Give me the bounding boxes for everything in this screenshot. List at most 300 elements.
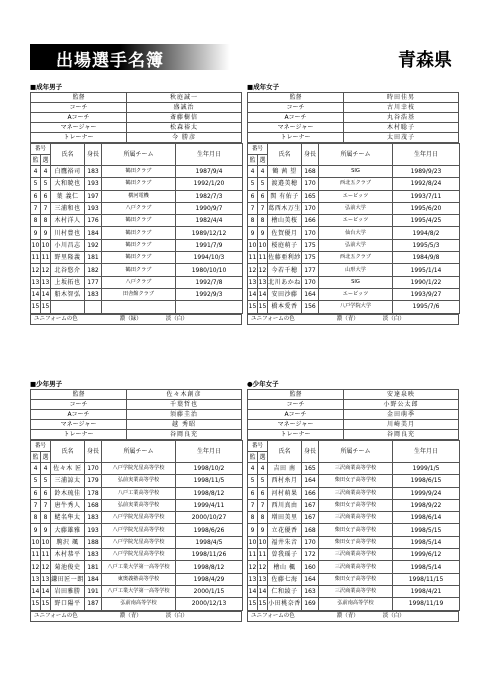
header-number: 番号 <box>31 144 51 155</box>
player-birth: 1998/9/22 <box>393 499 460 511</box>
player-birth: 1998/8/12 <box>176 561 243 573</box>
player-number-b: 14 <box>41 585 51 597</box>
player-number-a: 4 <box>31 166 41 178</box>
page-title: 出場選手名簿 <box>56 51 164 71</box>
player-number-b: 13 <box>41 276 51 288</box>
player-number-b: 10 <box>258 536 268 548</box>
player-number-b: 15 <box>258 598 268 610</box>
player-row <box>31 239 243 251</box>
staff-name: 時田佳男 <box>344 93 459 103</box>
header-n2: 選 <box>42 156 49 164</box>
player-name: 福井朱音 <box>268 536 302 548</box>
staff-row <box>248 133 459 143</box>
player-row <box>31 264 243 276</box>
player-birth: 1995/7/6 <box>393 301 460 313</box>
player-row <box>248 166 460 178</box>
player-name: 三浦諒太 <box>51 475 85 487</box>
player-row <box>31 475 243 487</box>
staff-row <box>31 123 242 133</box>
player-row <box>248 598 460 610</box>
staff-name: 秋庭誠一 <box>127 93 242 103</box>
player-height: 166 <box>302 215 319 227</box>
player-height: 176 <box>85 215 102 227</box>
player-team: 八戸工業高等学校 <box>102 487 176 499</box>
staff-row <box>31 400 242 410</box>
player-row <box>248 475 460 487</box>
player-number-a: 10 <box>248 239 258 251</box>
staff-role: Aコーチ <box>31 410 127 420</box>
player-height: 170 <box>302 276 319 288</box>
player-name: 木村恭平 <box>51 549 85 561</box>
header-name: 氏名 <box>268 144 302 166</box>
player-birth: 1999/9/24 <box>393 487 460 499</box>
player-number-b: 4 <box>258 463 268 475</box>
uniform-row <box>248 611 459 621</box>
player-team: 三沢商業高等学校 <box>319 463 393 475</box>
header-height: 身長 <box>85 144 102 166</box>
staff-role: Aコーチ <box>31 113 127 123</box>
player-height <box>85 301 102 313</box>
player-number-a: 14 <box>31 288 41 300</box>
player-height: 170 <box>302 202 319 214</box>
player-number-b: 5 <box>258 475 268 487</box>
staff-role: トレーナー <box>248 133 344 143</box>
bullet-icon <box>34 48 52 66</box>
player-birth: 1995/5/3 <box>393 239 460 251</box>
section-label: ●少年女子 <box>247 380 279 388</box>
player-number-a: 10 <box>248 536 258 548</box>
staff-role: コーチ <box>31 400 127 410</box>
player-number-b: 13 <box>258 276 268 288</box>
player-name: 河村萌果 <box>268 487 302 499</box>
player-name: 吉田 南 <box>268 463 302 475</box>
player-name: 上坂拓也 <box>51 276 85 288</box>
player-birth: 1987/9/4 <box>176 166 243 178</box>
staff-name: 斎藤樹信 <box>127 113 242 123</box>
player-name: 佐藤亜利紗 <box>268 252 302 264</box>
players-table <box>30 440 243 611</box>
player-name: 川村豊也 <box>51 227 85 239</box>
player-number-b: 9 <box>258 524 268 536</box>
player-name: 鎌田匠一朗 <box>51 573 85 585</box>
player-name: 小川昌志 <box>51 239 85 251</box>
uniform-table <box>30 611 242 622</box>
player-team: 八戸学院光星高等学校 <box>102 512 176 524</box>
player-birth: 2000/12/13 <box>176 598 243 610</box>
player-number-a: 15 <box>248 301 258 313</box>
player-team: 東奥義塾高等学校 <box>102 573 176 585</box>
player-birth: 1998/5/15 <box>393 524 460 536</box>
player-name: 船木智弘 <box>51 288 85 300</box>
player-number-b: 9 <box>41 227 51 239</box>
player-height: 191 <box>85 585 102 597</box>
player-name: 野口陽平 <box>51 598 85 610</box>
header-number: 番号 <box>248 441 268 452</box>
player-name: 橋本愛香 <box>268 301 302 313</box>
staff-name: 太田茂子 <box>344 133 459 143</box>
staff-name: 丸谷浩基 <box>344 113 459 123</box>
player-number-a: 7 <box>248 499 258 511</box>
player-height: 175 <box>302 252 319 264</box>
player-row <box>31 573 243 585</box>
player-team: 八戸クラブ <box>102 202 176 214</box>
staff-row <box>31 420 242 430</box>
header-team: 所属チーム <box>319 144 393 166</box>
player-birth: 1995/6/20 <box>393 202 460 214</box>
uniform-label: ユニフォームの色 <box>34 315 78 322</box>
player-row <box>248 239 460 251</box>
player-number-b: 15 <box>41 598 51 610</box>
uniform-row <box>31 314 242 324</box>
uniform-dark: 濃（青） <box>336 315 359 322</box>
player-height: 181 <box>85 561 102 573</box>
player-birth: 1999/6/12 <box>393 549 460 561</box>
player-team: 柴田女子高等学校 <box>319 573 393 585</box>
uniform-row <box>248 314 459 324</box>
player-row <box>31 499 243 511</box>
player-number-a: 14 <box>31 585 41 597</box>
roster-section <box>30 83 242 325</box>
player-height: 193 <box>85 202 102 214</box>
player-team: 弘前南高等学校 <box>102 598 176 610</box>
player-row <box>31 178 243 190</box>
uniform-light: 淡（白） <box>382 612 405 619</box>
player-number-a: 10 <box>31 239 41 251</box>
player-number-a: 8 <box>31 215 41 227</box>
player-number-b: 6 <box>258 487 268 499</box>
player-number-b: 12 <box>258 264 268 276</box>
player-number-a: 5 <box>31 475 41 487</box>
player-team: 鶴田クラブ <box>102 166 176 178</box>
player-team: 山形大学 <box>319 264 393 276</box>
player-number-a: 6 <box>248 190 258 202</box>
staff-name: 川崎美月 <box>344 420 459 430</box>
staff-name: 谷岡良充 <box>344 430 459 440</box>
player-height: 167 <box>302 499 319 511</box>
player-name: 立花優香 <box>268 524 302 536</box>
players-table <box>30 143 243 314</box>
staff-table <box>30 389 242 440</box>
player-number-a: 6 <box>31 190 41 202</box>
player-height: 167 <box>302 512 319 524</box>
staff-role: トレーナー <box>31 430 127 440</box>
header-n1: 監 <box>32 156 39 164</box>
player-number-a: 5 <box>31 178 41 190</box>
player-team: 八戸学院大学 <box>319 301 393 313</box>
player-team: 弘前実業高等学校 <box>102 499 176 511</box>
player-row <box>31 301 243 313</box>
player-row <box>248 202 460 214</box>
player-height: 168 <box>302 166 319 178</box>
player-number-b: 12 <box>41 264 51 276</box>
player-row <box>248 276 460 288</box>
player-name <box>51 301 85 313</box>
player-height: 179 <box>85 475 102 487</box>
player-number-b: 5 <box>258 178 268 190</box>
player-number-b: 11 <box>41 549 51 561</box>
staff-row <box>31 93 242 103</box>
player-row <box>31 215 243 227</box>
player-number-b: 10 <box>258 239 268 251</box>
player-number-b: 15 <box>41 301 51 313</box>
player-team: 八戸学院光星高等学校 <box>102 549 176 561</box>
player-height: 168 <box>302 524 319 536</box>
player-height: 184 <box>85 227 102 239</box>
player-row <box>248 536 460 548</box>
player-team: 鶴田クラブ <box>102 227 176 239</box>
player-number-a: 9 <box>248 524 258 536</box>
player-row <box>248 573 460 585</box>
page-header <box>30 44 452 70</box>
player-row <box>248 288 460 300</box>
player-team: 西北五クラブ <box>319 252 393 264</box>
player-team: 柴田女子高等学校 <box>319 475 393 487</box>
player-name: 佐々木 匠 <box>51 463 85 475</box>
player-height: 192 <box>85 239 102 251</box>
player-number-b: 10 <box>41 239 51 251</box>
player-number-b: 4 <box>258 166 268 178</box>
player-row <box>31 512 243 524</box>
uniform-label: ユニフォームの色 <box>34 612 78 619</box>
staff-name: 谷岡良充 <box>127 430 242 440</box>
player-number-a: 11 <box>31 252 41 264</box>
player-height: 188 <box>85 536 102 548</box>
staff-role: マネージャー <box>31 123 127 133</box>
player-row <box>248 178 460 190</box>
section-label: ■少年男子 <box>30 380 63 388</box>
staff-table <box>30 92 242 143</box>
player-row <box>31 549 243 561</box>
player-team: 八戸クラブ <box>102 276 176 288</box>
player-number-a: 4 <box>248 166 258 178</box>
header-n2: 選 <box>259 156 266 164</box>
player-team: 八戸学院光星高等学校 <box>102 536 176 548</box>
player-number-a: 11 <box>248 252 258 264</box>
player-number-a: 14 <box>248 585 258 597</box>
player-number-b: 4 <box>41 463 51 475</box>
player-birth: 1995/4/25 <box>393 215 460 227</box>
staff-row <box>248 410 459 420</box>
uniform-row <box>31 611 242 621</box>
player-birth: 1980/10/10 <box>176 264 243 276</box>
header-n2: 選 <box>42 453 49 461</box>
player-name: 北谷悠介 <box>51 264 85 276</box>
player-name: 大和暁也 <box>51 178 85 190</box>
player-name: 駒沢 颯 <box>51 536 85 548</box>
player-name: 葉 義仁 <box>51 190 85 202</box>
player-height: 183 <box>85 288 102 300</box>
player-number-b: 13 <box>41 573 51 585</box>
header-height: 身長 <box>302 144 319 166</box>
player-team: 田舎館クラブ <box>102 288 176 300</box>
player-name: 桜庭萌子 <box>268 239 302 251</box>
player-team: 三沢商業高等学校 <box>319 512 393 524</box>
player-row <box>31 202 243 214</box>
player-team: 鶴田クラブ <box>102 264 176 276</box>
player-team <box>102 301 176 313</box>
staff-row <box>31 103 242 113</box>
header-team: 所属チーム <box>102 441 176 463</box>
staff-name: 千葉哲也 <box>127 400 242 410</box>
players-header-row <box>31 144 243 155</box>
roster-section <box>247 83 459 325</box>
player-number-a: 12 <box>31 561 41 573</box>
player-name: 野里隆義 <box>51 252 85 264</box>
player-row <box>248 487 460 499</box>
uniform-light: 淡（白） <box>165 315 188 322</box>
header-number: 番号 <box>248 144 268 155</box>
player-name: 北川あかね <box>268 276 302 288</box>
player-birth: 1998/6/26 <box>176 524 243 536</box>
staff-table <box>247 92 459 143</box>
player-number-b: 14 <box>258 585 268 597</box>
player-name: 唐牛秀人 <box>51 499 85 511</box>
player-number-b: 11 <box>41 252 51 264</box>
player-height: 172 <box>302 549 319 561</box>
uniform-table <box>247 611 459 622</box>
player-birth: 1994/8/2 <box>393 227 460 239</box>
players-header-row <box>248 441 460 452</box>
player-row <box>248 264 460 276</box>
player-row <box>31 276 243 288</box>
player-height: 156 <box>302 301 319 313</box>
player-number-a: 13 <box>31 276 41 288</box>
player-number-a: 6 <box>248 487 258 499</box>
player-row <box>248 463 460 475</box>
player-number-a: 12 <box>248 264 258 276</box>
player-height: 163 <box>302 585 319 597</box>
player-birth: 1998/10/2 <box>176 463 243 475</box>
player-row <box>31 288 243 300</box>
uniform-table <box>30 314 242 325</box>
header-n2: 選 <box>259 453 266 461</box>
player-height: 182 <box>85 264 102 276</box>
player-height: 164 <box>302 573 319 585</box>
header-birth: 生年月日 <box>176 144 243 166</box>
player-height: 164 <box>302 288 319 300</box>
staff-name: 須藤圭治 <box>127 410 242 420</box>
player-number-a: 9 <box>248 227 258 239</box>
player-height: 170 <box>302 178 319 190</box>
player-team: 八戸学院光星高等学校 <box>102 463 176 475</box>
player-number-b: 8 <box>41 512 51 524</box>
players-table <box>247 440 460 611</box>
staff-role: マネージャー <box>248 123 344 133</box>
header-n1: 監 <box>249 156 256 164</box>
player-birth: 2000/10/27 <box>176 512 243 524</box>
player-height: 160 <box>302 561 319 573</box>
player-height: 197 <box>85 190 102 202</box>
player-team: 三沢商業高等学校 <box>319 549 393 561</box>
player-team: 八戸工業大学第一高等学校 <box>102 561 176 573</box>
player-row <box>31 463 243 475</box>
player-number-a: 4 <box>248 463 258 475</box>
staff-role: 監督 <box>248 93 344 103</box>
player-number-b: 12 <box>258 561 268 573</box>
player-name: 安田沙藤 <box>268 288 302 300</box>
staff-role: トレーナー <box>31 133 127 143</box>
player-number-b: 12 <box>41 561 51 573</box>
player-birth: 1998/11/5 <box>176 475 243 487</box>
staff-name: 金田萌季 <box>344 410 459 420</box>
player-name: 鶴 茜 望 <box>268 166 302 178</box>
player-number-a: 6 <box>31 487 41 499</box>
player-number-a: 4 <box>31 463 41 475</box>
player-number-b: 6 <box>41 487 51 499</box>
header-birth: 生年月日 <box>176 441 243 463</box>
header-team: 所属チーム <box>319 441 393 463</box>
player-number-a: 8 <box>31 512 41 524</box>
player-row <box>248 499 460 511</box>
header-name: 氏名 <box>51 441 85 463</box>
player-birth: 1998/6/15 <box>393 475 460 487</box>
player-birth: 1998/6/14 <box>393 512 460 524</box>
player-birth <box>176 301 243 313</box>
player-name: 西川真由 <box>268 499 302 511</box>
player-name: 鈴木琉佳 <box>51 487 85 499</box>
player-name: 檜山美桜 <box>268 215 302 227</box>
uniform-dark: 濃（緑） <box>119 315 142 322</box>
player-number-a: 7 <box>248 202 258 214</box>
player-team: 鶴田クラブ <box>102 215 176 227</box>
player-birth: 1992/7/8 <box>176 276 243 288</box>
header-name: 氏名 <box>51 144 85 166</box>
player-birth: 1992/8/24 <box>393 178 460 190</box>
player-name: 仁和綾子 <box>268 585 302 597</box>
player-number-a: 5 <box>248 475 258 487</box>
staff-name: 越 秀昭 <box>127 420 242 430</box>
player-number-a: 10 <box>31 536 41 548</box>
player-birth: 1982/4/4 <box>176 215 243 227</box>
player-number-a: 11 <box>248 549 258 561</box>
header-birth: 生年月日 <box>393 441 460 463</box>
player-team: 鶴田クラブ <box>102 239 176 251</box>
player-height: 184 <box>85 573 102 585</box>
player-birth: 1990/1/22 <box>393 276 460 288</box>
staff-name: 今 勝彦 <box>127 133 242 143</box>
player-team: 仙台大学 <box>319 227 393 239</box>
player-number-a: 15 <box>31 598 41 610</box>
uniform-table <box>247 314 459 325</box>
uniform-light: 淡（白） <box>165 612 188 619</box>
player-row <box>248 227 460 239</box>
player-height: 170 <box>302 227 319 239</box>
player-number-b: 8 <box>41 215 51 227</box>
player-name: 岩田雅勝 <box>51 585 85 597</box>
player-birth: 2000/1/15 <box>176 585 243 597</box>
player-row <box>31 190 243 202</box>
player-row <box>248 512 460 524</box>
staff-name: 木村聡子 <box>344 123 459 133</box>
player-number-a: 14 <box>248 288 258 300</box>
player-name: 檜山 楓 <box>268 561 302 573</box>
header-height: 身長 <box>302 441 319 463</box>
player-row <box>248 585 460 597</box>
player-number-b: 4 <box>41 166 51 178</box>
player-team: 柴田女子高等学校 <box>319 499 393 511</box>
player-height: 193 <box>85 524 102 536</box>
player-team: SIG <box>319 276 393 288</box>
prefecture-name: 青森県 <box>398 50 452 71</box>
staff-role: Aコーチ <box>248 410 344 420</box>
player-name: 菊池俊史 <box>51 561 85 573</box>
player-name: 西村糸月 <box>268 475 302 487</box>
player-number-a: 13 <box>248 573 258 585</box>
staff-role: トレーナー <box>248 430 344 440</box>
player-number-b: 6 <box>41 190 51 202</box>
player-height: 177 <box>302 264 319 276</box>
staff-name: 小野公太郎 <box>344 400 459 410</box>
